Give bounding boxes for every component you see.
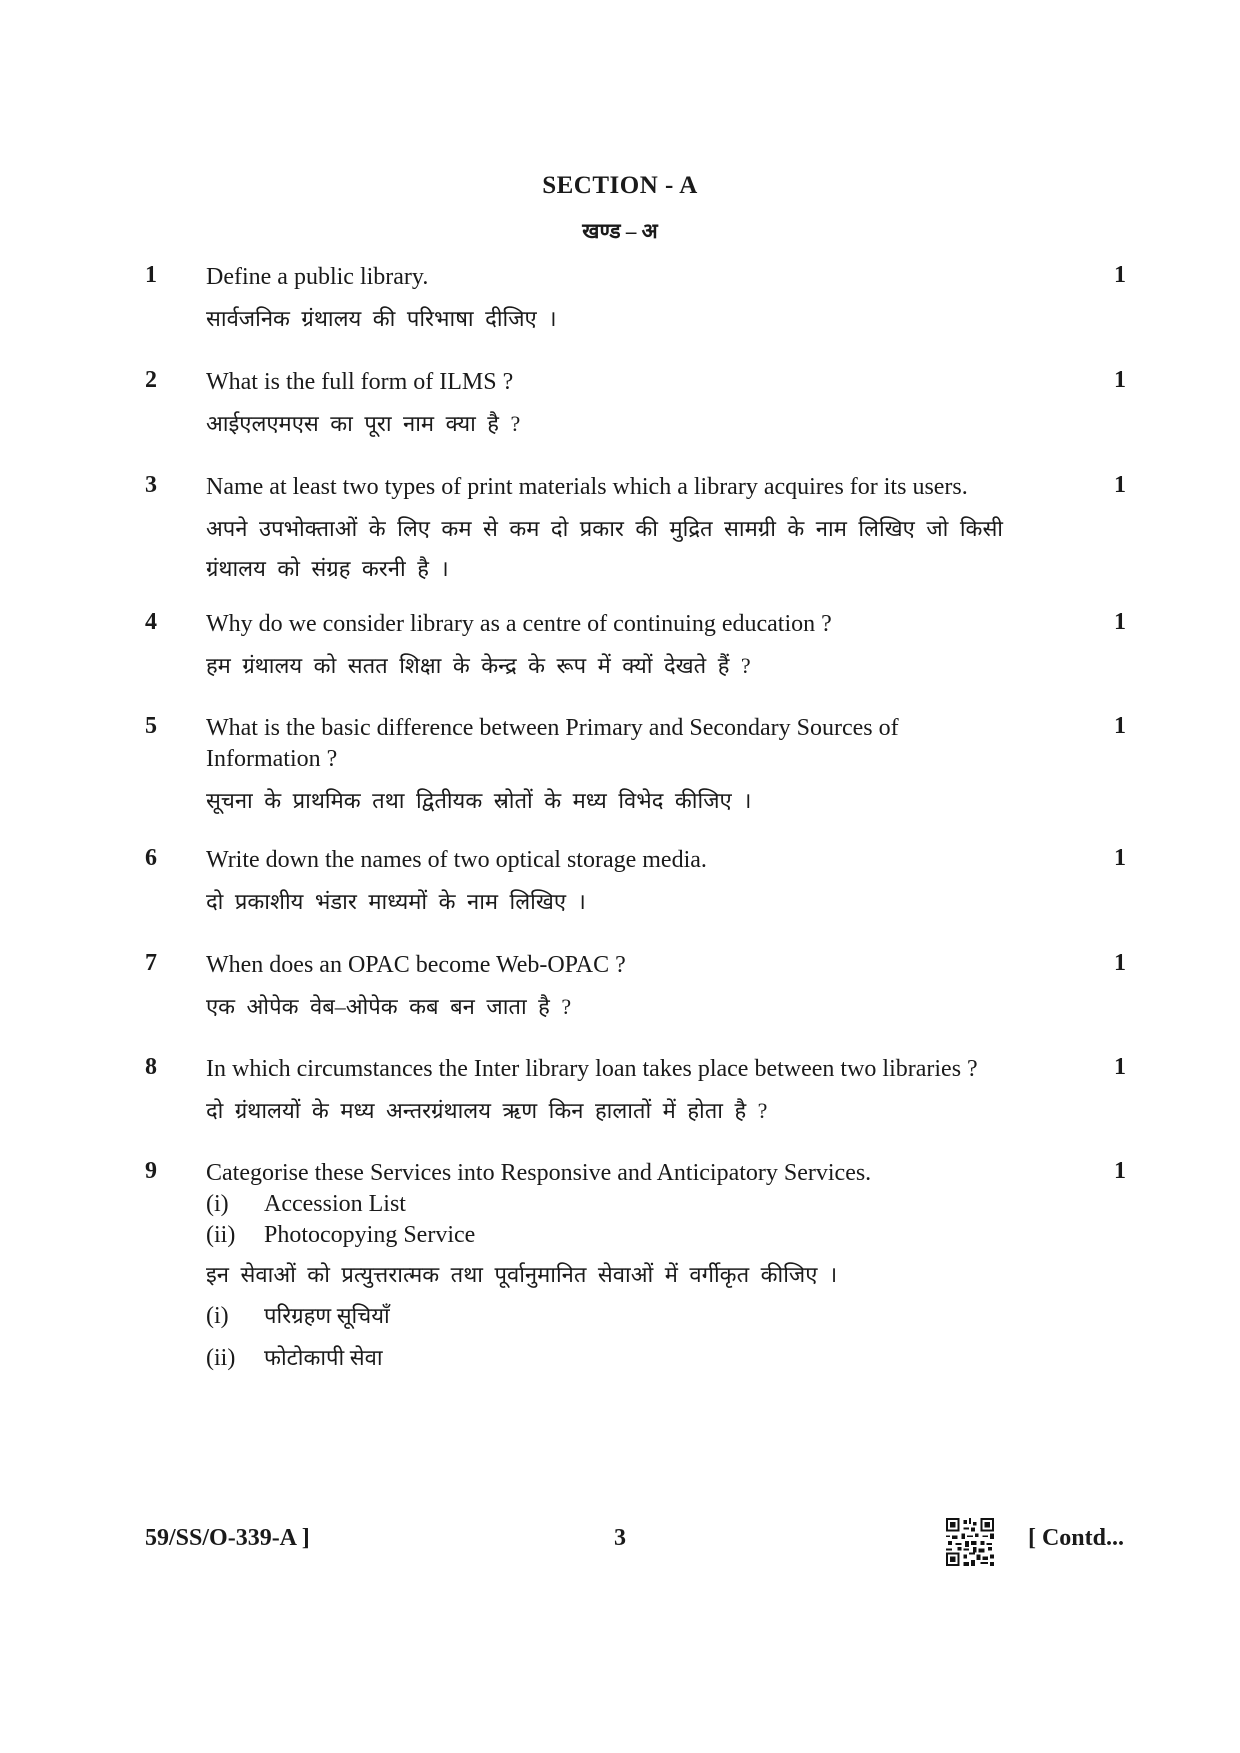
question-number: 2	[145, 367, 157, 393]
question-text-english: Write down the names of two optical storage media.	[206, 847, 707, 873]
question-marks: 1	[1114, 262, 1126, 288]
option-text: परिग्रहण सूचियाँ	[264, 1303, 390, 1328]
question-body	[206, 1054, 1086, 1131]
question-marks: 1	[1114, 367, 1126, 393]
question-body	[206, 950, 1086, 1027]
question-text-hindi: अपने उपभोक्ताओं के लिए कम से कम दो प्रकार की मुद्रित सामग्री के नाम लिखिए जो किसी ग्रंथालय को संग्रह करनी है ।	[206, 516, 1004, 581]
question-text-english: What is the full form of ILMS ?	[206, 369, 514, 395]
section-title-hindi: खण्ड – अ	[582, 219, 658, 243]
option-roman: (i)	[206, 1191, 229, 1217]
question-body	[206, 713, 1006, 821]
option-item	[206, 1220, 1086, 1251]
question-body	[206, 609, 1086, 686]
question-text-hindi: दो प्रकाशीय भंडार माध्यमों के नाम लिखिए ।	[206, 889, 586, 914]
question-marks: 1	[1114, 472, 1126, 498]
page-number: 3	[614, 1525, 626, 1551]
option-text: Accession List	[264, 1191, 406, 1217]
option-text: Photocopying Service	[264, 1222, 476, 1248]
question-text-hindi: आईएलएमएस का पूरा नाम क्या है ?	[206, 411, 521, 436]
question-body	[206, 845, 1086, 922]
question-marks: 1	[1114, 713, 1126, 739]
question-text-english: When does an OPAC become Web-OPAC ?	[206, 952, 626, 978]
option-item-hindi	[206, 1337, 1086, 1379]
question-text-english: In which circumstances the Inter library loan takes place between two libraries ?	[206, 1056, 978, 1082]
question-marks: 1	[1114, 845, 1126, 871]
question-number: 3	[145, 472, 157, 498]
question-text-english: Categorise these Services into Responsive and Anticipatory Services.	[206, 1160, 872, 1186]
question-number: 4	[145, 609, 157, 635]
continued-label: [ Contd...	[1027, 1525, 1124, 1551]
question-text-english: What is the basic difference between Primary and Secondary Sources of Information ?	[206, 715, 899, 772]
question-text-hindi: एक ओपेक वेब–ओपेक कब बन जाता है ?	[206, 994, 572, 1019]
paper-code: 59/SS/O-339-A ]	[145, 1525, 310, 1551]
question-text-hindi: सार्वजनिक ग्रंथालय की परिभाषा दीजिए ।	[206, 306, 557, 331]
question-text-hindi: हम ग्रंथालय को सतत शिक्षा के केन्द्र के रूप में क्यों देखते हैं ?	[206, 653, 751, 678]
question-number: 8	[145, 1054, 157, 1080]
question-body	[206, 472, 1086, 589]
question-marks: 1	[1114, 609, 1126, 635]
question-number: 6	[145, 845, 157, 871]
question-body	[206, 367, 1086, 444]
question-number: 7	[145, 950, 157, 976]
question-text-english: Define a public library.	[206, 264, 429, 290]
question-text-hindi: इन सेवाओं को प्रत्युत्तरात्मक तथा पूर्वानुमानित सेवाओं में वर्गीकृत कीजिए ।	[206, 1262, 838, 1287]
question-marks: 1	[1114, 1158, 1126, 1184]
qr-code-icon	[946, 1518, 994, 1566]
option-item	[206, 1189, 1086, 1220]
question-marks: 1	[1114, 950, 1126, 976]
option-roman: (ii)	[206, 1222, 236, 1248]
section-title: SECTION - A	[542, 172, 698, 199]
question-text-hindi: सूचना के प्राथमिक तथा द्वितीयक स्रोतों के मध्य विभेद कीजिए ।	[206, 788, 752, 813]
question-body	[206, 1158, 1086, 1379]
question-marks: 1	[1114, 1054, 1126, 1080]
question-text-hindi: दो ग्रंथालयों के मध्य अन्तरग्रंथालय ऋण किन हालातों में होता है ?	[206, 1098, 768, 1123]
option-item-hindi	[206, 1295, 1086, 1337]
question-number: 5	[145, 713, 157, 739]
question-number: 1	[145, 262, 157, 288]
question-text-english: Name at least two types of print materials which a library acquires for its users.	[206, 474, 968, 500]
option-text: फोटोकापी सेवा	[264, 1345, 383, 1370]
question-number: 9	[145, 1158, 157, 1184]
option-roman: (ii)	[206, 1345, 236, 1371]
question-text-english: Why do we consider library as a centre of continuing education ?	[206, 611, 832, 637]
option-roman: (i)	[206, 1303, 229, 1329]
question-body	[206, 262, 1086, 339]
